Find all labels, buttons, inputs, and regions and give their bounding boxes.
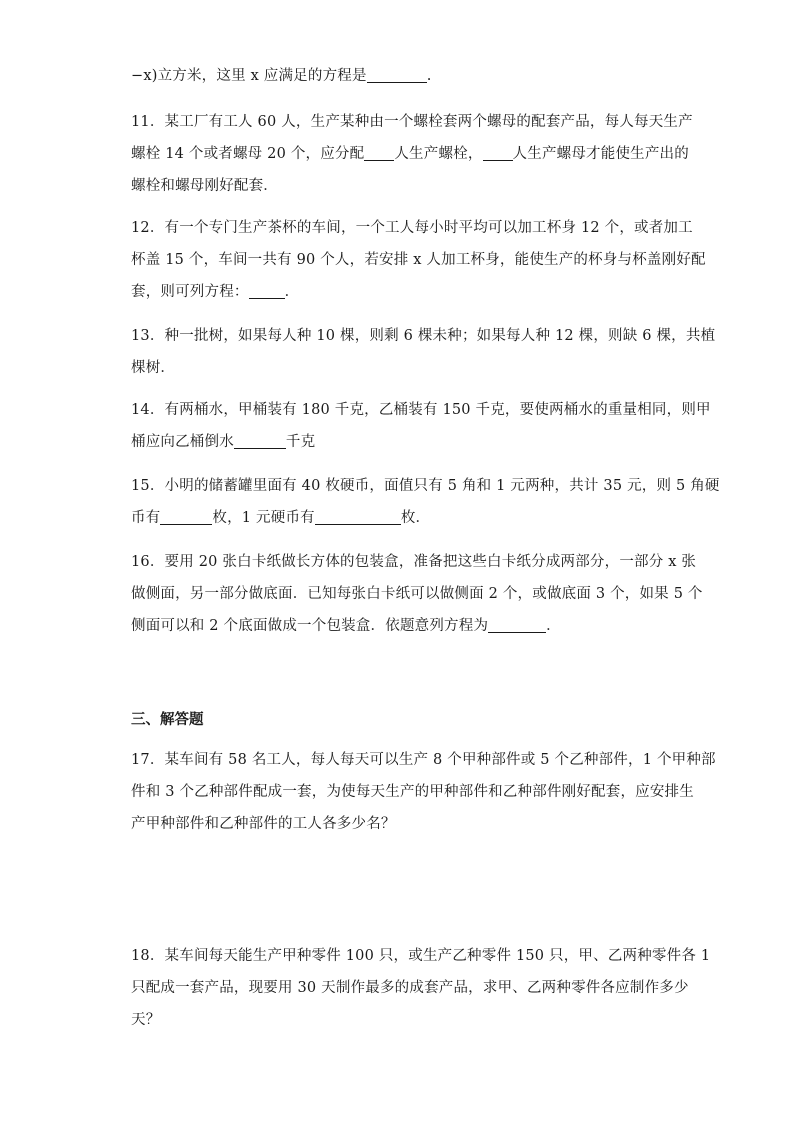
question-18-line-1: 18．某车间每天能生产甲种零件 100 只，或生产乙种零件 150 只，甲、乙两种零件各 1 [131, 948, 711, 964]
question-15-line-1: 15．小明的储蓄罐里面有 40 枚硬币，面值只有 5 角和 1 元两种，共计 35 元，则 5 角硬 [131, 478, 720, 494]
question-16-text: 侧面可以和 2 个底面做成一个包装盒．依题意列方程为 [131, 618, 489, 634]
question-12-line-2: 杯盖 15 个，车间一共有 90 个人，若安排 x 人加工杯身，能使生产的杯身与杯盖刚好配 [131, 252, 706, 268]
question-16-line-2: 做侧面，另一部分做底面．已知每张白卡纸可以做侧面 2 个，或做底面 3 个，如果 5 个 [131, 586, 703, 602]
section-heading: 三、解答题 [131, 711, 204, 728]
question-10-text: −x)立方米，这里 x 应满足的方程是 [131, 68, 367, 84]
answer-blank[interactable] [367, 66, 427, 83]
question-18 [131, 940, 711, 1036]
question-13-line-2: 棵树． [131, 360, 176, 376]
question-14-line-1: 14．有两桶水，甲桶装有 180 千克，乙桶装有 150 千克，要使两桶水的重量相同，则甲 [131, 402, 711, 418]
question-14-text: 桶应向乙桶倒水 [131, 434, 234, 450]
question-17-line-3: 产甲种部件和乙种部件的工人各多少名？ [131, 816, 396, 832]
question-15 [131, 470, 720, 534]
answer-blank-water[interactable] [234, 432, 286, 449]
answer-blank-bolt-workers[interactable] [364, 144, 394, 161]
answer-blank-nut-workers[interactable] [483, 144, 513, 161]
question-17-line-1: 17．某车间有 58 名工人，每人每天可以生产 8 个甲种部件或 5 个乙种部件，1 个甲种部 [131, 752, 716, 768]
question-12-line-1: 12．有一个专门生产茶杯的车间，一个工人每小时平均可以加工杯身 12 个，或者加工 [131, 220, 693, 236]
question-18-line-2: 只配成一套产品，现要用 30 天制作最多的成套产品，求甲、乙两种零件各应制作多少 [131, 980, 689, 996]
answer-blank-equation[interactable] [249, 282, 285, 299]
question-14-line-2 [131, 426, 671, 458]
question-11-line-1: 11．某工厂有工人 60 人，生产某种由一个螺栓套两个螺母的配套产品，每人每天生产 [131, 114, 693, 130]
question-12-line-3 [131, 276, 671, 308]
question-10-end: . [426, 68, 432, 84]
question-10-continuation [131, 60, 671, 92]
question-17-line-2: 件和 3 个乙种部件配成一套，为使每天生产的甲种部件和乙种部件刚好配套，应安排生 [131, 784, 694, 800]
question-15-text-a: 币有 [131, 510, 161, 526]
question-14-unit: 千克 [285, 434, 316, 450]
question-11-line-3: 螺栓和螺母刚好配套． [131, 178, 278, 194]
question-16 [131, 546, 703, 642]
question-16-end: ． [546, 618, 561, 634]
question-11-line-2 [131, 138, 689, 170]
question-14 [131, 394, 711, 458]
question-12-end: ． [284, 284, 300, 300]
question-18-line-3: 天？ [131, 1012, 161, 1028]
question-10-line [131, 60, 671, 92]
question-13 [131, 320, 716, 384]
question-13-line-1: 13．种一批树，如果每人种 10 棵，则剩 6 棵未种；如果每人种 12 棵，则缺 6 棵，共植 [131, 328, 716, 344]
answer-blank-5jiao[interactable] [160, 508, 212, 525]
question-11-text-a: 螺栓 14 个或者螺母 20 个，应分配 [131, 146, 365, 162]
question-15-text-c: 枚． [400, 510, 431, 526]
question-15-line-2 [131, 502, 671, 534]
question-17 [131, 744, 716, 840]
answer-blank-1yuan[interactable] [315, 508, 401, 525]
question-12 [131, 212, 706, 308]
question-15-text-b: 枚，1 元硬币有 [212, 510, 315, 526]
question-16-line-1: 16．要用 20 张白卡纸做长方体的包装盒，准备把这些白卡纸分成两部分，一部分 x 张 [131, 554, 697, 570]
question-11-text-c: 人生产螺母才能使生产出的 [512, 146, 689, 162]
question-12-text: 套，则可列方程： [131, 284, 249, 300]
question-11-text-b: 人生产螺栓， [394, 146, 483, 162]
answer-blank-equation[interactable] [488, 616, 546, 633]
question-11 [131, 106, 693, 202]
question-16-line-3 [131, 610, 671, 642]
